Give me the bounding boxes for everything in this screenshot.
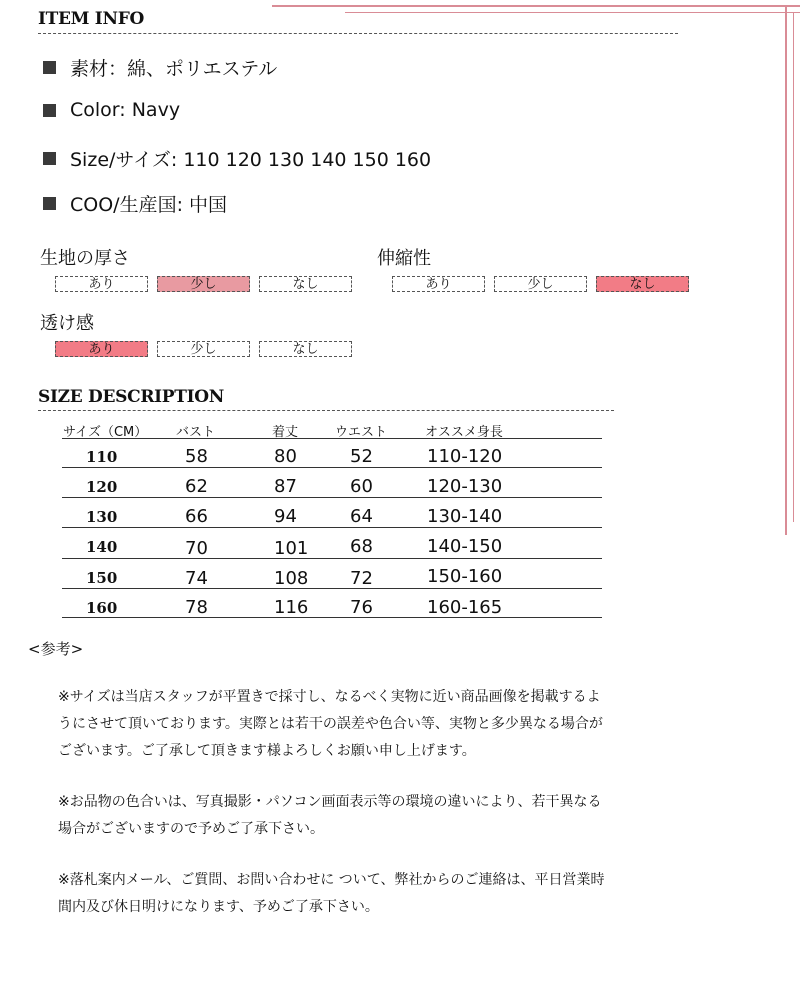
item-info-divider	[38, 33, 678, 34]
cell-height: 130-140	[427, 506, 503, 527]
stretch-option-nashi: なし	[596, 276, 689, 292]
col-header-waist: ウエスト	[335, 425, 388, 440]
col-header-size: サイズ（CM）	[63, 425, 148, 440]
info-coo: COO/生産国: 中国	[43, 190, 227, 217]
sheerness-option-nashi: なし	[259, 341, 352, 357]
thickness-option-ari: あり	[55, 276, 148, 292]
col-header-length: 着丈	[272, 425, 299, 440]
cell-height: 150-160	[427, 566, 503, 587]
thickness-option-nashi: なし	[259, 276, 352, 292]
reference-note-3: ※落札案内メール、ご質問、お問い合わせに ついて、弊社からのご連絡は、平日営業時 間内及び休日明けになります、予めご了承下さい。	[58, 872, 605, 915]
thickness-label: 生地の厚さ	[40, 248, 130, 269]
cell-size: 140	[86, 538, 118, 556]
decorative-frame-line	[272, 5, 800, 7]
cell-bust: 70	[185, 538, 208, 559]
cell-size: 110	[86, 448, 118, 466]
decorative-frame-line	[793, 12, 794, 522]
stretch-option-ari: あり	[392, 276, 485, 292]
bullet-square-icon	[43, 104, 56, 117]
col-header-height: オススメ身長	[425, 425, 503, 440]
thickness-option-sukoshi: 少し	[157, 276, 250, 292]
cell-size: 120	[86, 478, 118, 496]
cell-height: 160-165	[427, 597, 503, 618]
cell-length: 94	[274, 506, 297, 527]
reference-note-1: ※サイズは当店スタッフが平置きで採寸し、なるべく実物に近い商品画像を掲載するよ うにさせて頂いております。実際とは若干の誤差や色合い等、実物と多少異なる場合が ございます。ご了承して頂きます様よろしくお願い申し上げます。	[58, 689, 603, 759]
stretch-option-sukoshi: 少し	[494, 276, 587, 292]
cell-bust: 74	[185, 568, 208, 589]
reference-title: <参考>	[28, 640, 84, 658]
sheerness-option-ari: あり	[55, 341, 148, 357]
table-rule	[62, 558, 602, 559]
bullet-square-icon	[43, 197, 56, 210]
table-rule	[62, 497, 602, 498]
cell-size: 160	[86, 599, 118, 617]
cell-length: 80	[274, 446, 297, 467]
info-color: Color: Navy	[43, 99, 180, 121]
bullet-square-icon	[43, 152, 56, 165]
cell-waist: 64	[350, 506, 373, 527]
cell-waist: 68	[350, 536, 373, 557]
cell-bust: 66	[185, 506, 208, 527]
bullet-square-icon	[43, 61, 56, 74]
table-rule	[62, 617, 602, 618]
cell-length: 108	[274, 568, 309, 589]
cell-height: 140-150	[427, 536, 503, 557]
cell-waist: 60	[350, 476, 373, 497]
size-description-divider	[38, 410, 614, 411]
col-header-bust: バスト	[176, 425, 216, 440]
info-material: 素材：綿、ポリエステル	[43, 54, 277, 81]
sheerness-label: 透け感	[40, 313, 94, 334]
cell-height: 110-120	[427, 446, 503, 467]
stretch-label: 伸縮性	[377, 248, 431, 269]
decorative-frame-line	[785, 5, 787, 535]
sheerness-option-sukoshi: 少し	[157, 341, 250, 357]
table-rule	[62, 438, 602, 439]
size-description-title: SIZE DESCRIPTION	[38, 387, 225, 407]
table-rule	[62, 588, 602, 589]
reference-note-2: ※お品物の色合いは、写真撮影・パソコン画面表示等の環境の違いにより、若干異なる 場合がございますので予めご了承下さい。	[58, 794, 602, 837]
cell-size: 150	[86, 569, 118, 587]
info-size: Size/サイズ: 110 120 130 140 150 160	[43, 145, 431, 172]
cell-waist: 72	[350, 568, 373, 589]
cell-height: 120-130	[427, 476, 503, 497]
cell-length: 87	[274, 476, 297, 497]
table-rule	[62, 527, 602, 528]
decorative-frame-line	[345, 12, 800, 13]
cell-length: 116	[274, 597, 309, 618]
cell-waist: 52	[350, 446, 373, 467]
table-rule	[62, 467, 602, 468]
cell-size: 130	[86, 508, 118, 526]
cell-bust: 78	[185, 597, 208, 618]
cell-waist: 76	[350, 597, 373, 618]
cell-bust: 58	[185, 446, 208, 467]
cell-bust: 62	[185, 476, 208, 497]
item-info-title: ITEM INFO	[38, 9, 144, 29]
cell-length: 101	[274, 538, 309, 559]
